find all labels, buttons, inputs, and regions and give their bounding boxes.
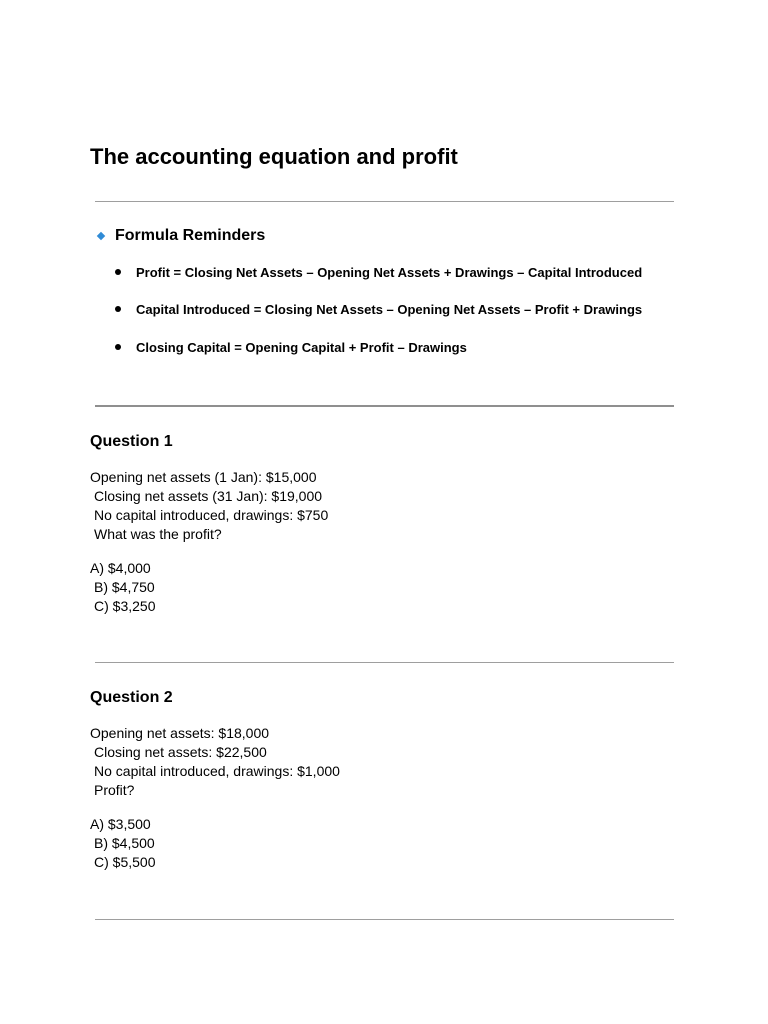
- formula-reminders-label: Formula Reminders: [115, 227, 266, 244]
- question-1-option-a[interactable]: A) $4,000: [90, 560, 151, 576]
- question-1-heading: Question 1: [90, 433, 173, 450]
- divider: [95, 919, 674, 920]
- question-2-options: [90, 815, 155, 872]
- question-2-line: No capital introduced, drawings: $1,000: [94, 763, 340, 779]
- bullet-icon: [115, 269, 121, 275]
- question-1-option-b[interactable]: B) $4,750: [94, 579, 155, 595]
- bullet-icon: [115, 306, 121, 312]
- bullet-icon: [115, 344, 121, 350]
- divider: [95, 662, 674, 663]
- question-2-body: [90, 724, 340, 800]
- question-1-prompt: What was the profit?: [94, 526, 222, 542]
- question-1-line: Closing net assets (31 Jan): $19,000: [94, 488, 323, 504]
- question-2-heading: Question 2: [90, 689, 173, 706]
- formula-item: [113, 337, 467, 357]
- question-2-prompt: Profit?: [94, 782, 135, 798]
- question-1-line: No capital introduced, drawings: $750: [94, 507, 329, 523]
- question-2-line: Opening net assets: $18,000: [90, 725, 270, 741]
- page-title: The accounting equation and profit: [90, 144, 458, 169]
- formula-text: Capital Introduced = Closing Net Assets – Opening Net Assets – Profit + Drawings: [136, 301, 643, 317]
- formula-text: Closing Capital = Opening Capital + Profit – Drawings: [136, 339, 467, 355]
- question-1-options: [90, 559, 155, 616]
- question-1-line: Opening net assets (1 Jan): $15,000: [90, 469, 317, 485]
- formula-text: Profit = Closing Net Assets – Opening Net Assets + Drawings – Capital Introduced: [136, 264, 643, 280]
- diamond-bullet-icon: [97, 232, 105, 240]
- formula-item: [113, 299, 642, 319]
- question-1-body: [90, 468, 328, 544]
- question-2-line: Closing net assets: $22,500: [94, 744, 267, 760]
- question-2-option-b[interactable]: B) $4,500: [94, 835, 155, 851]
- divider: [95, 201, 674, 202]
- formula-reminders-heading: [96, 225, 265, 247]
- formula-item: [113, 262, 642, 282]
- question-1-option-c[interactable]: C) $3,250: [94, 598, 156, 614]
- question-2-option-a[interactable]: A) $3,500: [90, 816, 151, 832]
- divider: [95, 405, 674, 407]
- question-2-option-c[interactable]: C) $5,500: [94, 854, 156, 870]
